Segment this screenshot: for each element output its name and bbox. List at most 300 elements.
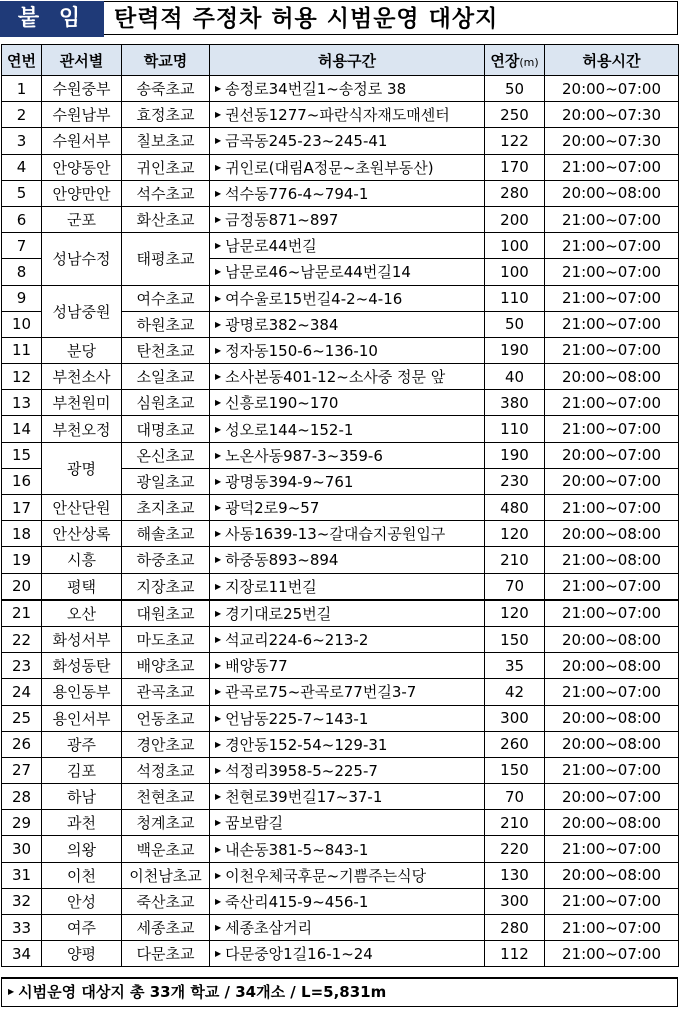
cell-length: 122 bbox=[485, 128, 545, 154]
cell-time: 20:00~07:00 bbox=[545, 784, 679, 810]
cell-length: 112 bbox=[485, 941, 545, 967]
cell-time: 21:00~07:00 bbox=[545, 600, 679, 627]
cell-school: 언동초교 bbox=[122, 705, 210, 731]
triangle-bullet-icon: ▶ bbox=[215, 136, 222, 146]
table-row bbox=[2, 679, 679, 705]
cell-no: 5 bbox=[2, 180, 42, 206]
cell-time: 20:00~07:00 bbox=[545, 76, 679, 102]
cell-time: 20:00~08:00 bbox=[545, 364, 679, 390]
cell-station: 군포 bbox=[42, 206, 122, 232]
cell-school: 이천남초교 bbox=[122, 862, 210, 888]
table-row bbox=[2, 731, 679, 757]
cell-no: 20 bbox=[2, 573, 42, 600]
triangle-bullet-icon: ▶ bbox=[215, 503, 222, 513]
cell-station: 여주 bbox=[42, 915, 122, 941]
cell-length: 110 bbox=[485, 285, 545, 311]
triangle-bullet-icon: ▶ bbox=[215, 608, 222, 618]
cell-school: 대원초교 bbox=[122, 600, 210, 627]
cell-time: 21:00~08:00 bbox=[545, 547, 679, 573]
col-header-no: 연번 bbox=[2, 45, 42, 76]
table-row bbox=[2, 128, 679, 154]
cell-no: 21 bbox=[2, 600, 42, 627]
section-text: 광덕2로9~57 bbox=[225, 499, 320, 518]
cell-no: 14 bbox=[2, 416, 42, 442]
summary-text: 시범운영 대상지 총 33개 학교 / 34개소 / L=5,831m bbox=[18, 983, 387, 1001]
triangle-bullet-icon: ▶ bbox=[8, 987, 15, 996]
cell-station: 용인동부 bbox=[42, 679, 122, 705]
triangle-bullet-icon: ▶ bbox=[215, 635, 222, 645]
triangle-bullet-icon: ▶ bbox=[215, 398, 222, 408]
cell-no: 30 bbox=[2, 836, 42, 862]
cell-section bbox=[210, 442, 485, 468]
cell-station: 안양동안 bbox=[42, 154, 122, 180]
cell-no: 26 bbox=[2, 731, 42, 757]
triangle-bullet-icon: ▶ bbox=[215, 476, 222, 486]
cell-length: 100 bbox=[485, 259, 545, 285]
cell-station: 광명 bbox=[42, 442, 122, 494]
cell-station: 안산단원 bbox=[42, 495, 122, 521]
cell-section bbox=[210, 547, 485, 573]
cell-station: 하남 bbox=[42, 784, 122, 810]
triangle-bullet-icon: ▶ bbox=[215, 529, 222, 539]
table-row bbox=[2, 206, 679, 232]
cell-no: 4 bbox=[2, 154, 42, 180]
cell-section bbox=[210, 888, 485, 914]
cell-school: 백운초교 bbox=[122, 836, 210, 862]
cell-time: 21:00~07:00 bbox=[545, 836, 679, 862]
cell-length: 150 bbox=[485, 626, 545, 652]
table-row bbox=[2, 285, 679, 311]
cell-station: 양평 bbox=[42, 941, 122, 967]
triangle-bullet-icon: ▶ bbox=[215, 241, 222, 251]
section-text: 정자동150-6~136-10 bbox=[225, 341, 378, 360]
section-text: 배양동77 bbox=[225, 657, 288, 676]
cell-school: 죽산초교 bbox=[122, 888, 210, 914]
cell-length: 210 bbox=[485, 547, 545, 573]
cell-station: 화성동탄 bbox=[42, 653, 122, 679]
triangle-bullet-icon: ▶ bbox=[215, 792, 222, 802]
cell-length: 120 bbox=[485, 521, 545, 547]
cell-time: 20:00~07:00 bbox=[545, 442, 679, 468]
cell-no: 33 bbox=[2, 915, 42, 941]
triangle-bullet-icon: ▶ bbox=[215, 372, 222, 382]
cell-station: 화성서부 bbox=[42, 626, 122, 652]
cell-school: 지장초교 bbox=[122, 573, 210, 600]
cell-no: 6 bbox=[2, 206, 42, 232]
cell-school: 관곡초교 bbox=[122, 679, 210, 705]
triangle-bullet-icon: ▶ bbox=[215, 345, 222, 355]
triangle-bullet-icon: ▶ bbox=[215, 713, 222, 723]
cell-section bbox=[210, 285, 485, 311]
triangle-bullet-icon: ▶ bbox=[215, 215, 222, 225]
section-text: 석수동776-4~794-1 bbox=[225, 184, 369, 203]
attachment-tag: 붙 임 bbox=[0, 1, 104, 37]
cell-length: 70 bbox=[485, 784, 545, 810]
cell-school: 여수초교 bbox=[122, 285, 210, 311]
col-header-school: 학교명 bbox=[122, 45, 210, 76]
cell-length: 300 bbox=[485, 888, 545, 914]
cell-station: 오산 bbox=[42, 600, 122, 627]
document-header bbox=[0, 0, 680, 40]
cell-time: 20:00~08:00 bbox=[545, 810, 679, 836]
cell-time: 20:00~07:30 bbox=[545, 128, 679, 154]
cell-station: 이천 bbox=[42, 862, 122, 888]
cell-length: 70 bbox=[485, 573, 545, 600]
triangle-bullet-icon: ▶ bbox=[215, 870, 222, 880]
table-row bbox=[2, 416, 679, 442]
table-row bbox=[2, 941, 679, 967]
page-title: 탄력적 주정차 허용 시범운영 대상지 bbox=[104, 1, 678, 35]
table-row bbox=[2, 862, 679, 888]
section-text: 남문로46~남문로44번길14 bbox=[225, 263, 411, 282]
section-text: 노온사동987-3~359-6 bbox=[225, 446, 383, 465]
cell-no: 24 bbox=[2, 679, 42, 705]
cell-length: 480 bbox=[485, 495, 545, 521]
triangle-bullet-icon: ▶ bbox=[215, 818, 222, 828]
cell-no: 7 bbox=[2, 233, 42, 259]
cell-time: 21:00~07:00 bbox=[545, 915, 679, 941]
cell-station: 부천오정 bbox=[42, 416, 122, 442]
table-row bbox=[2, 495, 679, 521]
cell-no: 18 bbox=[2, 521, 42, 547]
cell-length: 150 bbox=[485, 757, 545, 783]
cell-length: 190 bbox=[485, 442, 545, 468]
table-row bbox=[2, 442, 679, 468]
cell-station: 안산상록 bbox=[42, 521, 122, 547]
cell-station: 수원중부 bbox=[42, 76, 122, 102]
cell-length: 380 bbox=[485, 390, 545, 416]
cell-time: 21:00~07:00 bbox=[545, 416, 679, 442]
section-text: 권선동1277~파란식자재도매센터 bbox=[225, 106, 450, 125]
cell-no: 29 bbox=[2, 810, 42, 836]
triangle-bullet-icon: ▶ bbox=[215, 923, 222, 933]
table-row bbox=[2, 573, 679, 600]
cell-station: 의왕 bbox=[42, 836, 122, 862]
cell-time: 21:00~07:00 bbox=[545, 206, 679, 232]
cell-station: 부천소사 bbox=[42, 364, 122, 390]
cell-section bbox=[210, 233, 485, 259]
table-row bbox=[2, 705, 679, 731]
cell-no: 23 bbox=[2, 653, 42, 679]
cell-section bbox=[210, 653, 485, 679]
table-row bbox=[2, 233, 679, 259]
cell-section bbox=[210, 521, 485, 547]
cell-no: 3 bbox=[2, 128, 42, 154]
triangle-bullet-icon: ▶ bbox=[215, 765, 222, 775]
cell-section bbox=[210, 862, 485, 888]
cell-length: 250 bbox=[485, 102, 545, 128]
section-text: 귀인로(대림A정문~초원부동산) bbox=[225, 158, 434, 177]
cell-length: 100 bbox=[485, 233, 545, 259]
cell-no: 11 bbox=[2, 337, 42, 363]
section-text: 내손동381-5~843-1 bbox=[225, 840, 369, 859]
cell-section bbox=[210, 705, 485, 731]
cell-section bbox=[210, 626, 485, 652]
table-row bbox=[2, 154, 679, 180]
cell-time: 21:00~07:00 bbox=[545, 495, 679, 521]
cell-school: 마도초교 bbox=[122, 626, 210, 652]
length-unit: (m) bbox=[519, 55, 539, 69]
cell-time: 21:00~07:00 bbox=[545, 679, 679, 705]
section-text: 이천우체국후문~기쁨주는식당 bbox=[225, 866, 427, 885]
triangle-bullet-icon: ▶ bbox=[215, 267, 222, 277]
cell-school: 하중초교 bbox=[122, 547, 210, 573]
cell-time: 21:00~07:00 bbox=[545, 311, 679, 337]
cell-time: 20:00~07:00 bbox=[545, 468, 679, 494]
cell-school: 화산초교 bbox=[122, 206, 210, 232]
cell-length: 130 bbox=[485, 862, 545, 888]
cell-school: 경안초교 bbox=[122, 731, 210, 757]
section-text: 석정리3958-5~225-7 bbox=[225, 761, 378, 780]
cell-no: 9 bbox=[2, 285, 42, 311]
cell-school: 청계초교 bbox=[122, 810, 210, 836]
section-text: 남문로44번길 bbox=[225, 237, 317, 256]
cell-section bbox=[210, 468, 485, 494]
cell-station: 용인서부 bbox=[42, 705, 122, 731]
triangle-bullet-icon: ▶ bbox=[215, 84, 222, 94]
col-header-time: 허용시간 bbox=[545, 45, 679, 76]
cell-time: 20:00~08:00 bbox=[545, 705, 679, 731]
cell-time: 21:00~07:00 bbox=[545, 233, 679, 259]
cell-time: 21:00~07:00 bbox=[545, 573, 679, 600]
cell-no: 16 bbox=[2, 468, 42, 494]
triangle-bullet-icon: ▶ bbox=[215, 949, 222, 959]
cell-time: 20:00~08:00 bbox=[545, 180, 679, 206]
cell-section bbox=[210, 731, 485, 757]
cell-length: 300 bbox=[485, 705, 545, 731]
cell-no: 25 bbox=[2, 705, 42, 731]
cell-school: 소일초교 bbox=[122, 364, 210, 390]
section-text: 천현로39번길17~37-1 bbox=[225, 788, 383, 807]
cell-length: 280 bbox=[485, 180, 545, 206]
table-row bbox=[2, 836, 679, 862]
table-row bbox=[2, 337, 679, 363]
section-text: 하중동893~894 bbox=[225, 551, 339, 570]
section-text: 죽산리415-9~456-1 bbox=[225, 892, 369, 911]
length-label: 연장 bbox=[490, 51, 520, 70]
cell-time: 20:00~08:00 bbox=[545, 653, 679, 679]
cell-section bbox=[210, 180, 485, 206]
cell-length: 170 bbox=[485, 154, 545, 180]
triangle-bullet-icon: ▶ bbox=[215, 293, 222, 303]
target-sites-table bbox=[1, 44, 679, 967]
cell-section bbox=[210, 757, 485, 783]
table-row bbox=[2, 521, 679, 547]
triangle-bullet-icon: ▶ bbox=[215, 162, 222, 172]
cell-school: 다문초교 bbox=[122, 941, 210, 967]
cell-time: 21:00~07:00 bbox=[545, 154, 679, 180]
cell-section bbox=[210, 128, 485, 154]
cell-section bbox=[210, 206, 485, 232]
triangle-bullet-icon: ▶ bbox=[215, 844, 222, 854]
cell-time: 20:00~08:00 bbox=[545, 862, 679, 888]
cell-length: 42 bbox=[485, 679, 545, 705]
triangle-bullet-icon: ▶ bbox=[215, 896, 222, 906]
table-row bbox=[2, 547, 679, 573]
summary-footer bbox=[1, 977, 678, 1007]
table-row bbox=[2, 390, 679, 416]
cell-school: 탄천초교 bbox=[122, 337, 210, 363]
section-text: 광명로382~384 bbox=[225, 315, 339, 334]
cell-station: 광주 bbox=[42, 731, 122, 757]
cell-section bbox=[210, 76, 485, 102]
cell-station: 김포 bbox=[42, 757, 122, 783]
cell-station: 분당 bbox=[42, 337, 122, 363]
cell-section bbox=[210, 784, 485, 810]
cell-school: 세종초교 bbox=[122, 915, 210, 941]
cell-no: 31 bbox=[2, 862, 42, 888]
cell-station: 수원남부 bbox=[42, 102, 122, 128]
cell-school: 칠보초교 bbox=[122, 128, 210, 154]
cell-section bbox=[210, 600, 485, 627]
triangle-bullet-icon: ▶ bbox=[215, 450, 222, 460]
table-row bbox=[2, 810, 679, 836]
cell-length: 50 bbox=[485, 76, 545, 102]
section-text: 광명동394-9~761 bbox=[225, 472, 354, 491]
cell-section bbox=[210, 679, 485, 705]
cell-school: 태평초교 bbox=[122, 233, 210, 285]
triangle-bullet-icon: ▶ bbox=[215, 739, 222, 749]
section-text: 소사본동401-12~소사중 정문 앞 bbox=[225, 368, 446, 387]
cell-station: 안양만안 bbox=[42, 180, 122, 206]
section-text: 관곡로75~관곡로77번길3-7 bbox=[225, 683, 417, 702]
cell-section bbox=[210, 836, 485, 862]
cell-school: 천현초교 bbox=[122, 784, 210, 810]
section-text: 신흥로190~170 bbox=[225, 394, 339, 413]
cell-section bbox=[210, 154, 485, 180]
cell-station: 안성 bbox=[42, 888, 122, 914]
section-text: 여수울로15번길4-2~4-16 bbox=[225, 289, 403, 308]
section-text: 금곡동245-23~245-41 bbox=[225, 132, 388, 151]
section-text: 꿈보람길 bbox=[225, 814, 284, 833]
cell-school: 심원초교 bbox=[122, 390, 210, 416]
cell-time: 20:00~07:30 bbox=[545, 102, 679, 128]
cell-length: 35 bbox=[485, 653, 545, 679]
cell-time: 20:00~08:00 bbox=[545, 731, 679, 757]
section-text: 경안동152-54~129-31 bbox=[225, 735, 388, 754]
cell-section bbox=[210, 915, 485, 941]
cell-no: 1 bbox=[2, 76, 42, 102]
section-text: 지장로11번길 bbox=[225, 577, 317, 596]
cell-school: 광일초교 bbox=[122, 468, 210, 494]
cell-no: 28 bbox=[2, 784, 42, 810]
cell-school: 온신초교 bbox=[122, 442, 210, 468]
cell-school: 귀인초교 bbox=[122, 154, 210, 180]
cell-time: 21:00~07:00 bbox=[545, 390, 679, 416]
section-text: 세종초삼거리 bbox=[225, 919, 313, 938]
cell-section bbox=[210, 102, 485, 128]
cell-section bbox=[210, 337, 485, 363]
triangle-bullet-icon: ▶ bbox=[215, 555, 222, 565]
cell-no: 12 bbox=[2, 364, 42, 390]
cell-school: 석정초교 bbox=[122, 757, 210, 783]
cell-section bbox=[210, 311, 485, 337]
cell-no: 13 bbox=[2, 390, 42, 416]
section-text: 금정동871~897 bbox=[225, 211, 339, 230]
cell-school: 해솔초교 bbox=[122, 521, 210, 547]
cell-length: 210 bbox=[485, 810, 545, 836]
cell-section bbox=[210, 416, 485, 442]
table-header-row bbox=[2, 45, 679, 76]
table-row bbox=[2, 364, 679, 390]
cell-section bbox=[210, 495, 485, 521]
cell-length: 280 bbox=[485, 915, 545, 941]
cell-section bbox=[210, 573, 485, 600]
cell-station: 성남중원 bbox=[42, 285, 122, 337]
cell-time: 20:00~08:00 bbox=[545, 626, 679, 652]
section-text: 다문중앙1길16-1~24 bbox=[225, 945, 373, 964]
triangle-bullet-icon: ▶ bbox=[215, 424, 222, 434]
table-row bbox=[2, 626, 679, 652]
cell-school: 초지초교 bbox=[122, 495, 210, 521]
triangle-bullet-icon: ▶ bbox=[215, 661, 222, 671]
cell-no: 10 bbox=[2, 311, 42, 337]
triangle-bullet-icon: ▶ bbox=[215, 687, 222, 697]
cell-section bbox=[210, 810, 485, 836]
cell-time: 21:00~07:00 bbox=[545, 259, 679, 285]
cell-school: 대명초교 bbox=[122, 416, 210, 442]
cell-length: 200 bbox=[485, 206, 545, 232]
cell-section bbox=[210, 390, 485, 416]
cell-station: 시흥 bbox=[42, 547, 122, 573]
table-row bbox=[2, 600, 679, 627]
cell-time: 21:00~07:00 bbox=[545, 888, 679, 914]
cell-school: 효정초교 bbox=[122, 102, 210, 128]
section-text: 사동1639-13~갈대습지공원입구 bbox=[225, 525, 446, 544]
table-row bbox=[2, 653, 679, 679]
cell-length: 40 bbox=[485, 364, 545, 390]
triangle-bullet-icon: ▶ bbox=[215, 110, 222, 120]
table-row bbox=[2, 915, 679, 941]
cell-no: 2 bbox=[2, 102, 42, 128]
cell-no: 19 bbox=[2, 547, 42, 573]
table-row bbox=[2, 180, 679, 206]
cell-time: 21:00~07:00 bbox=[545, 337, 679, 363]
section-text: 언남동225-7~143-1 bbox=[225, 709, 369, 728]
cell-time: 20:00~08:00 bbox=[545, 521, 679, 547]
triangle-bullet-icon: ▶ bbox=[215, 581, 222, 591]
section-text: 경기대로25번길 bbox=[225, 604, 332, 623]
cell-section bbox=[210, 259, 485, 285]
cell-no: 32 bbox=[2, 888, 42, 914]
table-row bbox=[2, 102, 679, 128]
section-text: 성오로144~152-1 bbox=[225, 420, 354, 439]
cell-station: 수원서부 bbox=[42, 128, 122, 154]
section-text: 송정로34번길1~송정로 38 bbox=[225, 80, 407, 99]
cell-no: 17 bbox=[2, 495, 42, 521]
cell-length: 260 bbox=[485, 731, 545, 757]
cell-station: 부천원미 bbox=[42, 390, 122, 416]
col-header-station: 관서별 bbox=[42, 45, 122, 76]
cell-length: 190 bbox=[485, 337, 545, 363]
cell-section bbox=[210, 364, 485, 390]
cell-no: 8 bbox=[2, 259, 42, 285]
table-row bbox=[2, 76, 679, 102]
cell-no: 27 bbox=[2, 757, 42, 783]
triangle-bullet-icon: ▶ bbox=[215, 319, 222, 329]
col-header-section: 허용구간 bbox=[210, 45, 485, 76]
cell-station: 성남수정 bbox=[42, 233, 122, 285]
table-row bbox=[2, 888, 679, 914]
cell-no: 34 bbox=[2, 941, 42, 967]
section-text: 석교리224-6~213-2 bbox=[225, 631, 369, 650]
cell-length: 120 bbox=[485, 600, 545, 627]
cell-school: 송죽초교 bbox=[122, 76, 210, 102]
cell-length: 220 bbox=[485, 836, 545, 862]
col-header-length bbox=[485, 45, 545, 76]
cell-section bbox=[210, 941, 485, 967]
cell-school: 배양초교 bbox=[122, 653, 210, 679]
